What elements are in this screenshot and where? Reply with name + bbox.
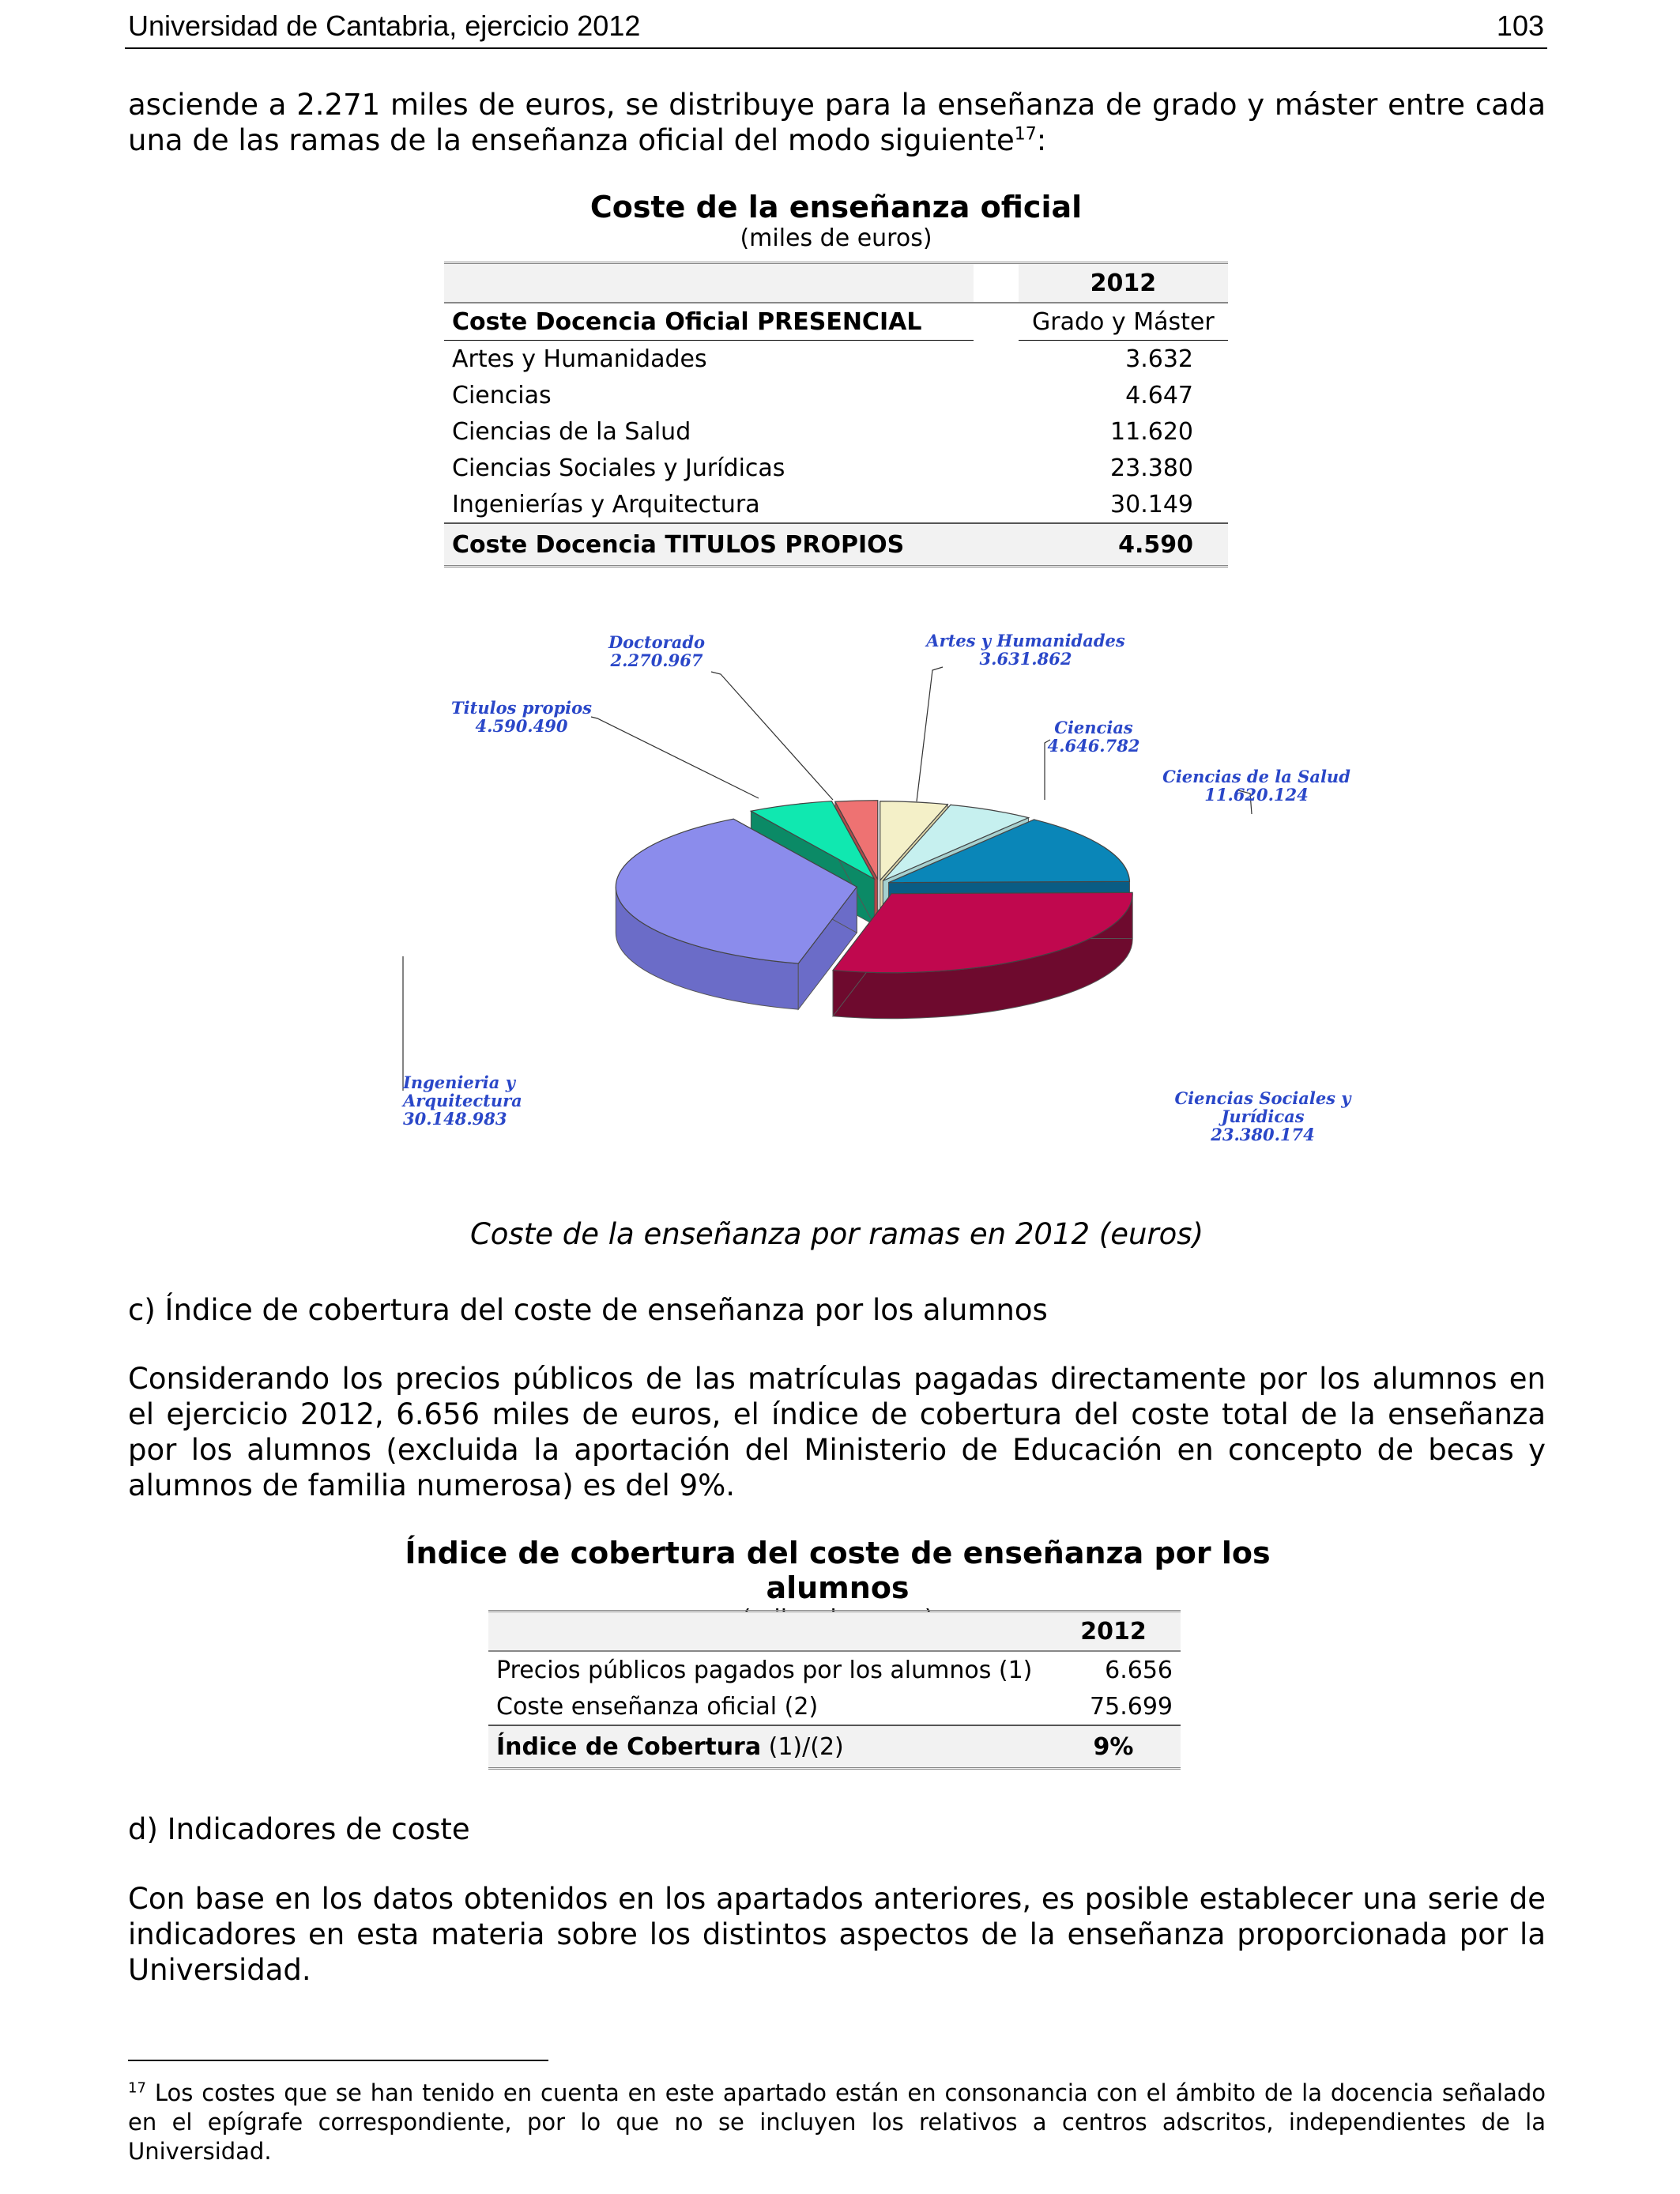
footnote-rule — [128, 2060, 548, 2061]
slice-label — [1174, 1088, 1352, 1144]
row-label: Ciencias de la Salud — [452, 417, 691, 446]
row-value: 4.647 — [1125, 381, 1193, 409]
table-row — [444, 486, 1228, 523]
slice-label-line: Jurídicas — [1221, 1106, 1305, 1126]
row-label: Ingenierías y Arquitectura — [452, 490, 760, 518]
intro-tail: : — [1036, 123, 1047, 157]
intro-paragraph — [128, 87, 1546, 158]
section-c-heading: c) Índice de cobertura del coste de enseñanza por los alumnos — [128, 1293, 1048, 1327]
slice-label-line: 23.380.174 — [1211, 1125, 1315, 1144]
footnote-number: 17 — [128, 2079, 146, 2097]
slice-label — [1162, 767, 1350, 805]
leader-line — [591, 717, 759, 798]
row-label: Ciencias Sociales y Jurídicas — [452, 454, 785, 482]
table-row — [444, 413, 1228, 450]
table2-total-label: Índice de Cobertura — [496, 1732, 762, 1761]
slice-label — [1048, 718, 1140, 756]
leader-line — [711, 672, 833, 800]
row-value: 3.632 — [1125, 345, 1193, 373]
slice-label-line: 3.631.862 — [979, 649, 1072, 669]
section-c-paragraph: Considerando los precios públicos de las matrículas pagadas directamente por los alumnos en el ejercicio 2012, 6.656 miles de euros, el índice de cobertura del coste total de la enseñanza por los alumnos (excluida la aportación del Ministerio de Educación en concepto de becas y alumnos de familia numerosa) es del 9%. — [128, 1362, 1546, 1502]
slice-label-line: 2.270.967 — [610, 650, 703, 670]
slice-label-line: Ciencias de la Salud — [1162, 767, 1350, 786]
pie-slice-3 — [833, 892, 1132, 1018]
page-number: 103 — [1496, 9, 1544, 42]
table2 — [488, 1610, 1181, 1770]
header-title: Universidad de Cantabria, ejercicio 2012 — [128, 9, 641, 42]
slice-label-line: Ciencias — [1054, 718, 1133, 737]
row-label: Precios públicos pagados por los alumnos (1) — [496, 1656, 1033, 1684]
slice-label — [925, 631, 1125, 669]
slice-label-line: 4.590.490 — [475, 716, 568, 736]
leader-line — [917, 667, 943, 801]
table2-total-row — [488, 1725, 1181, 1769]
slice-label-line: Artes y Humanidades — [926, 631, 1125, 650]
slice-label — [401, 1072, 522, 1129]
slice-label — [608, 632, 705, 670]
table1-title: Coste de la enseñanza oficial — [590, 190, 1083, 224]
slice-label-line: Titulos propios — [451, 698, 592, 718]
slice-label-line: 11.620.124 — [1204, 785, 1309, 805]
table1-block — [444, 190, 1228, 567]
intro-text: asciende a 2.271 miles de euros, se distribuye para la enseñanza de grado y máster entre cada una de las ramas de la enseñanza oficial del modo siguiente — [128, 88, 1546, 157]
slice-label-line: Doctorado — [608, 632, 706, 652]
table1-year: 2012 — [1019, 263, 1228, 303]
table1-total-value: 4.590 — [1019, 523, 1228, 567]
table1-total-row — [444, 523, 1228, 567]
running-header — [125, 6, 1547, 49]
row-label: Artes y Humanidades — [452, 345, 707, 373]
chart-caption: Coste de la enseñanza por ramas en 2012 (euros) — [469, 1217, 1204, 1251]
table1 — [444, 262, 1228, 567]
row-value: 23.380 — [1110, 454, 1193, 482]
table2-total-label-rest: (1)/(2) — [761, 1732, 844, 1761]
table2-title: Índice de cobertura del coste de enseñanza por los alumnos — [405, 1536, 1271, 1605]
footnote — [128, 2079, 1546, 2166]
slice-label-line: 4.646.782 — [1047, 736, 1140, 756]
table2-year: 2012 — [1046, 1612, 1181, 1652]
footnote-ref[interactable]: 17 — [1014, 124, 1037, 145]
row-value: 6.656 — [1105, 1656, 1173, 1684]
slice-label-line: Ingenieria y — [403, 1072, 515, 1092]
table1-subhead-row — [444, 303, 1228, 341]
row-value: 30.149 — [1110, 490, 1193, 518]
table-row — [444, 341, 1228, 378]
table-row — [488, 1651, 1181, 1688]
row-value: 75.699 — [1090, 1692, 1173, 1721]
row-label: Coste enseñanza oficial (2) — [496, 1692, 819, 1721]
section-d-paragraph: Con base en los datos obtenidos en los apartados anteriores, es posible establecer una serie de indicadores en esta materia sobre los distintos aspectos de la enseñanza proporcionada por la Universidad. — [128, 1882, 1546, 1987]
table-row — [444, 377, 1228, 413]
footnote-text: Los costes que se han tenido en cuenta en este apartado están en consonancia con el ámbito de la docencia señalado en el epígrafe correspondiente, por lo que no se incluyen los relativos a centros adscritos, independientes de la Universidad. — [128, 2079, 1546, 2165]
table2-total-value: 9% — [1046, 1725, 1181, 1769]
table1-subhead-value: Grado y Máster — [1019, 303, 1228, 341]
table-row — [488, 1688, 1181, 1725]
slice-label-line: 30.148.983 — [403, 1109, 507, 1129]
table-row — [444, 450, 1228, 486]
row-value: 11.620 — [1110, 417, 1193, 446]
slice-label-line: Ciencias Sociales y — [1174, 1088, 1351, 1108]
slice-label — [451, 698, 592, 736]
section-d-heading: d) Indicadores de coste — [128, 1812, 470, 1846]
table1-year-row — [444, 263, 1228, 303]
pie-chart — [395, 624, 1359, 1178]
table2-year-row — [488, 1612, 1181, 1652]
slice-label-line: Arquitectura — [403, 1091, 522, 1110]
table1-total-label: Coste Docencia TITULOS PROPIOS — [444, 523, 974, 567]
row-label: Ciencias — [452, 381, 552, 409]
table1-subtitle: (miles de euros) — [740, 224, 932, 252]
table1-subhead-label: Coste Docencia Oficial PRESENCIAL — [444, 303, 974, 341]
